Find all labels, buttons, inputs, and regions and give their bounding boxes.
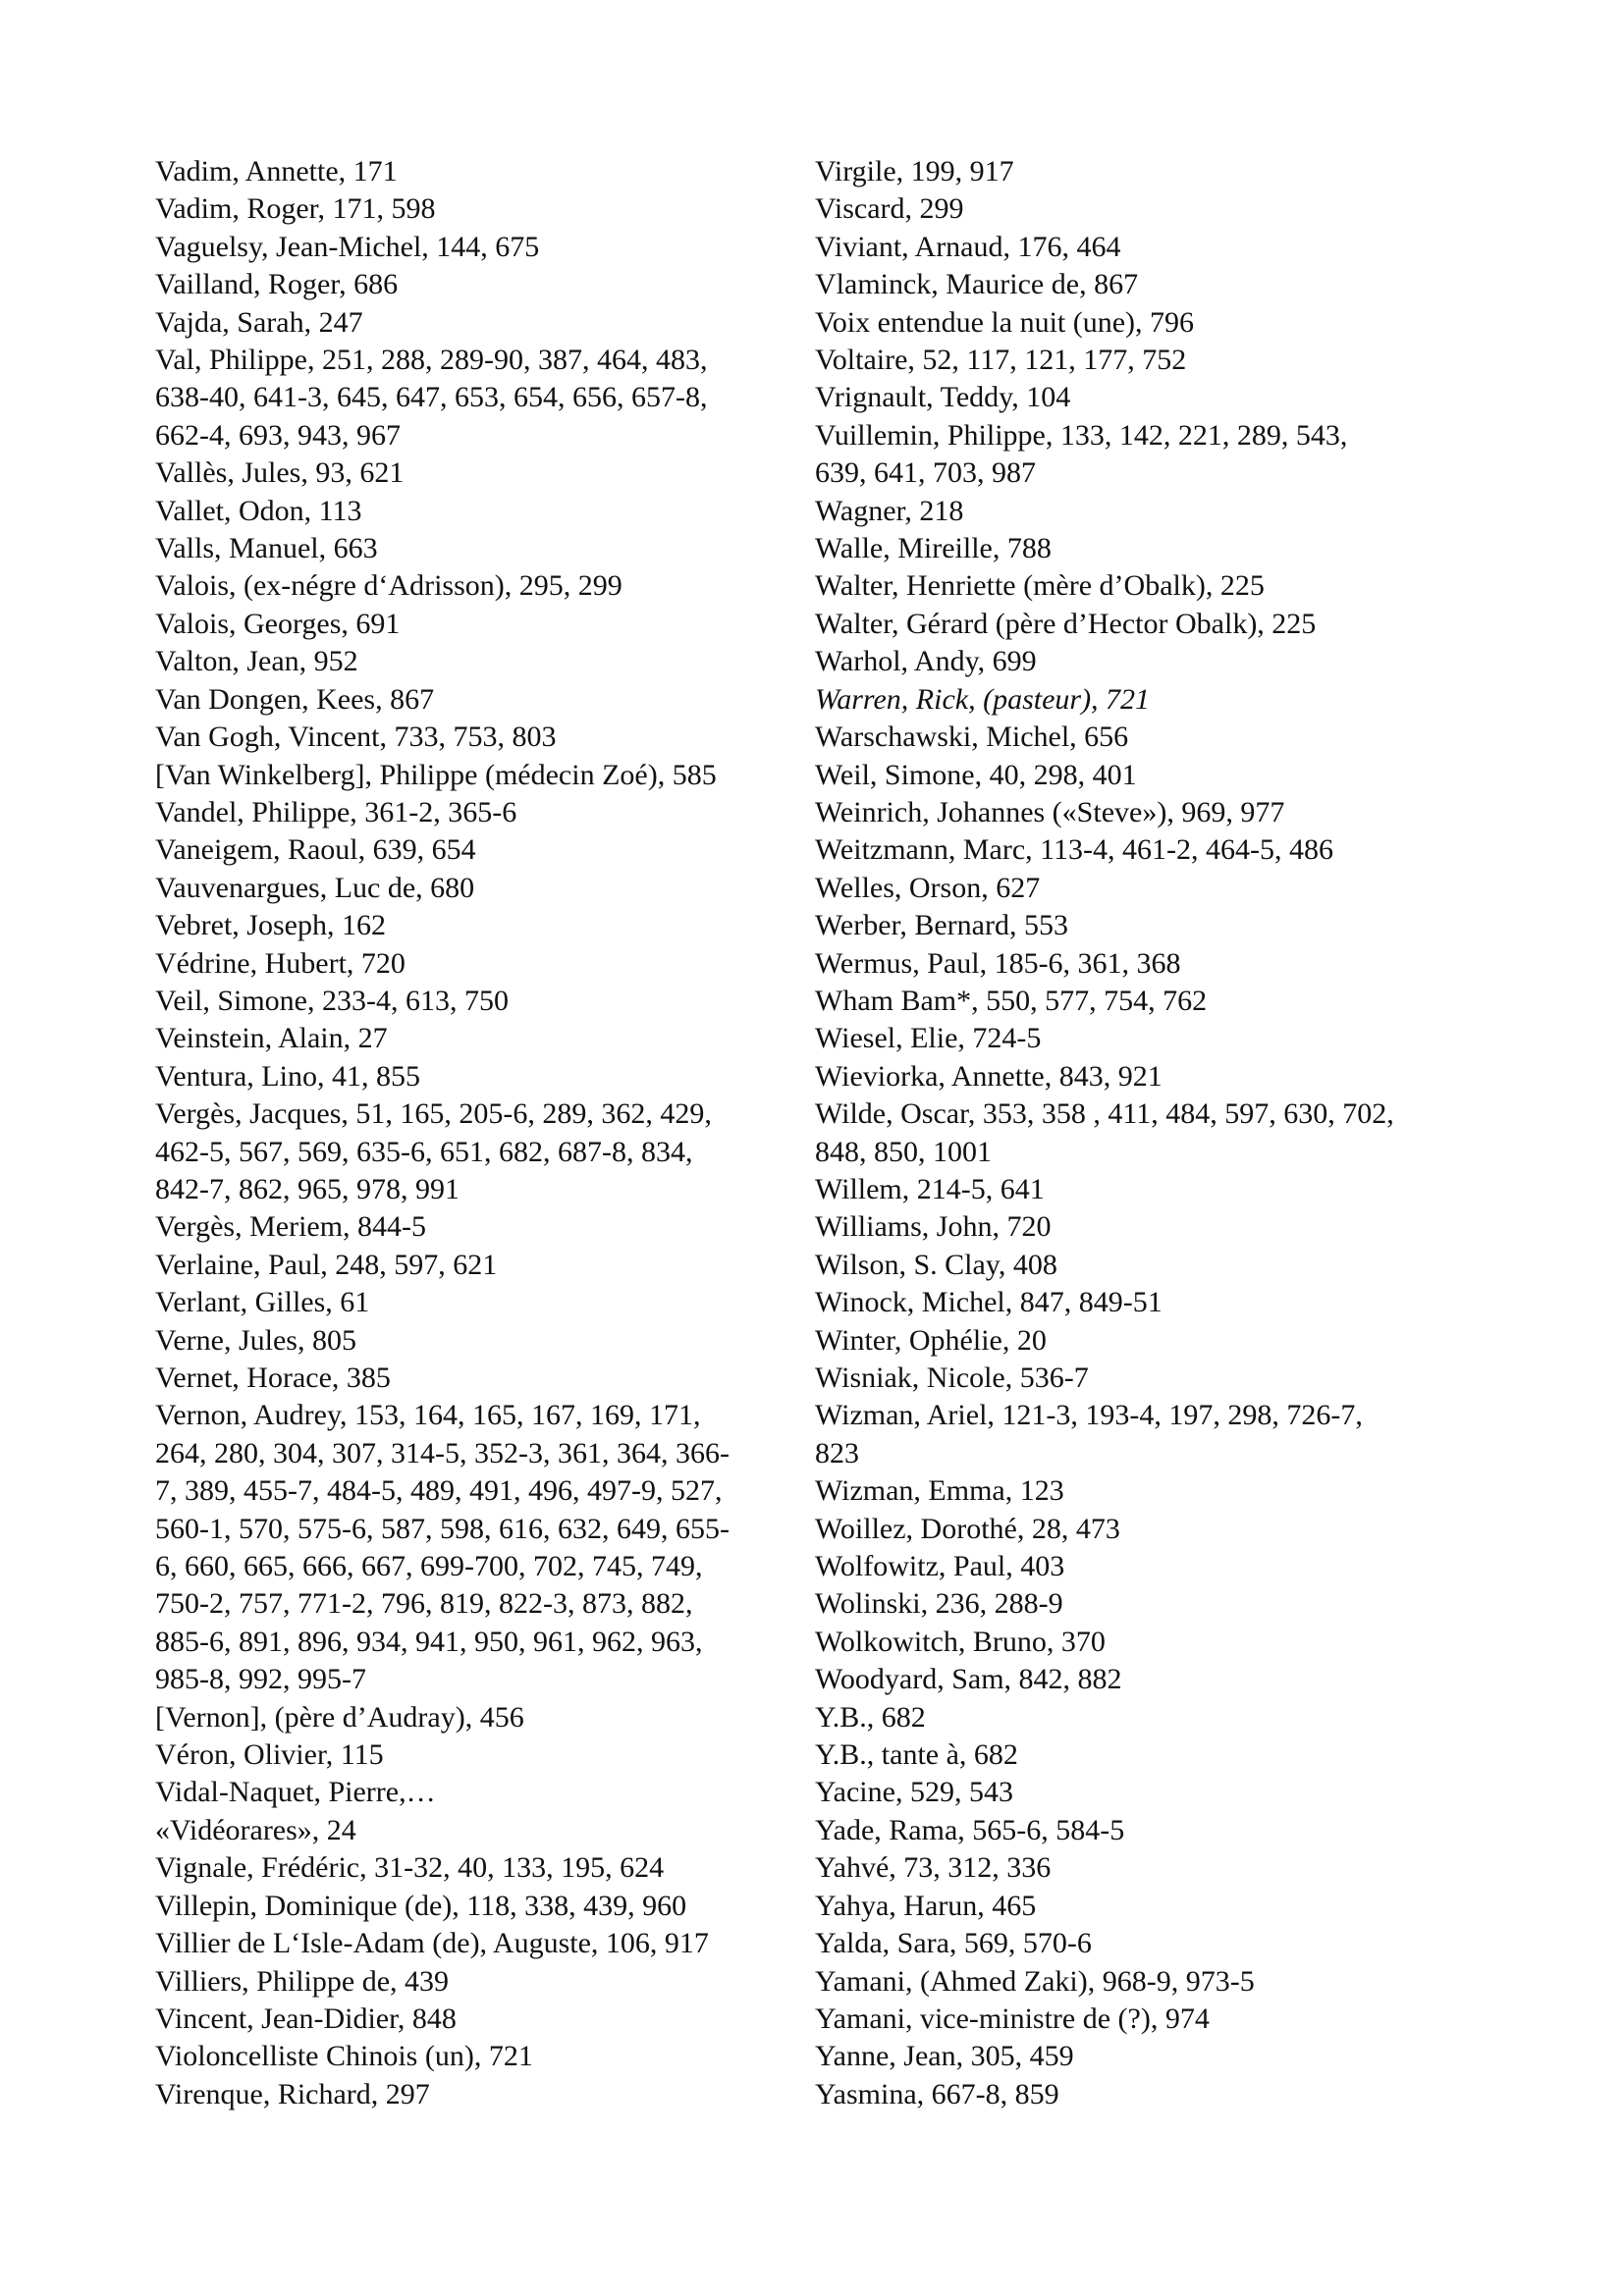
index-entry: [Vernon], (père d’Audray), 456 xyxy=(155,1700,524,1734)
index-entry: Weinrich, Johannes («Steve»), 969, 977 xyxy=(815,795,1285,828)
index-entry: Y.B., 682 xyxy=(815,1700,926,1734)
index-entry: 638-40, 641-3, 645, 647, 653, 654, 656, 657-8, xyxy=(155,381,708,414)
index-entry: Warren, Rick, (pasteur), 721 xyxy=(815,682,1151,716)
index-entry: Vauvenargues, Luc de, 680 xyxy=(155,871,475,904)
index-entry: Y.B., tante à, 682 xyxy=(815,1738,1018,1772)
index-entry: Vandel, Philippe, 361-2, 365-6 xyxy=(155,795,517,828)
index-entry: Wilde, Oscar, 353, 358 , 411, 484, 597, 630, 702, xyxy=(815,1097,1394,1131)
index-entry: Wiesel, Elie, 724-5 xyxy=(815,1022,1042,1055)
index-entry: Veinstein, Alain, 27 xyxy=(155,1022,388,1055)
index-entry: Vebret, Joseph, 162 xyxy=(155,909,386,942)
index-entry: Wolkowitch, Bruno, 370 xyxy=(815,1625,1106,1658)
index-entry: Vrignault, Teddy, 104 xyxy=(815,381,1071,414)
index-entry: Warschawski, Michel, 656 xyxy=(815,721,1129,754)
index-entry: Woillez, Dorothé, 28, 473 xyxy=(815,1512,1120,1545)
index-entry: Virenque, Richard, 297 xyxy=(155,2077,430,2110)
index-entry: Welles, Orson, 627 xyxy=(815,871,1041,904)
index-entry: Vajda, Sarah, 247 xyxy=(155,305,363,339)
index-entry: Vernet, Horace, 385 xyxy=(155,1362,391,1394)
index-entry: Vlaminck, Maurice de, 867 xyxy=(815,268,1139,301)
index-entry: Véron, Olivier, 115 xyxy=(155,1738,384,1772)
index-entry: Valton, Jean, 952 xyxy=(155,645,358,678)
index-entry: Vuillemin, Philippe, 133, 142, 221, 289, 543, xyxy=(815,418,1348,452)
index-entry: Yahya, Harun, 465 xyxy=(815,1889,1037,1922)
index-entry: Wagner, 218 xyxy=(815,494,964,527)
index-entry: Walter, Gérard (père d’Hector Obalk), 225 xyxy=(815,607,1317,640)
index-entry: Werber, Bernard, 553 xyxy=(815,909,1068,942)
index-entry: Virgile, 199, 917 xyxy=(815,155,1014,187)
index-entry: Vaneigem, Raoul, 639, 654 xyxy=(155,833,476,867)
index-entry: Verlant, Gilles, 61 xyxy=(155,1286,370,1319)
index-entry: Villier de L‘Isle-Adam (de), Auguste, 106, 917 xyxy=(155,1927,709,1960)
index-left-column xyxy=(155,153,803,2113)
index-entry: Vincent, Jean-Didier, 848 xyxy=(155,2002,457,2035)
index-entry: 264, 280, 304, 307, 314-5, 352-3, 361, 364, 366- xyxy=(155,1436,730,1469)
index-entry: Védrine, Hubert, 720 xyxy=(155,946,406,980)
index-entry: 823 xyxy=(815,1436,859,1469)
index-entry: Walle, Mireille, 788 xyxy=(815,532,1052,565)
index-entry: Vailland, Roger, 686 xyxy=(155,268,399,301)
index-entry: «Vidéorares», 24 xyxy=(155,1813,356,1846)
index-entry: Yasmina, 667-8, 859 xyxy=(815,2077,1059,2110)
index-entry: Violoncelliste Chinois (un), 721 xyxy=(155,2040,533,2073)
index-entry: 885-6, 891, 896, 934, 941, 950, 961, 962, 963, xyxy=(155,1625,703,1658)
index-entry: Valois, Georges, 691 xyxy=(155,607,401,640)
index-entry: Yamani, vice-ministre de (?), 974 xyxy=(815,2002,1210,2035)
index-entry: Winter, Ophélie, 20 xyxy=(815,1323,1047,1357)
index-entry: Vergès, Meriem, 844-5 xyxy=(155,1210,427,1244)
index-entry: Wolinski, 236, 288-9 xyxy=(815,1587,1063,1621)
index-entry: Wermus, Paul, 185-6, 361, 368 xyxy=(815,946,1181,980)
index-entry: Wham Bam*, 550, 577, 754, 762 xyxy=(815,984,1208,1017)
index-entry: Verne, Jules, 805 xyxy=(155,1323,356,1357)
index-entry: Valois, (ex-négre d‘Adrisson), 295, 299 xyxy=(155,569,622,603)
index-entry: Wisniak, Nicole, 536-7 xyxy=(815,1362,1089,1394)
index-entry: Yacine, 529, 543 xyxy=(815,1776,1013,1809)
index-entry: Wieviorka, Annette, 843, 921 xyxy=(815,1059,1163,1093)
index-entry: Vaguelsy, Jean-Michel, 144, 675 xyxy=(155,230,540,263)
index-entry: [Van Winkelberg], Philippe (médecin Zoé), 585 xyxy=(155,758,717,791)
index-entry: Val, Philippe, 251, 288, 289-90, 387, 464, 483, xyxy=(155,344,708,377)
index-entry: Valls, Manuel, 663 xyxy=(155,532,378,565)
index-entry: Wizman, Ariel, 121-3, 193-4, 197, 298, 726-7, xyxy=(815,1399,1363,1432)
index-right-column xyxy=(815,153,1483,2113)
index-entry: Veil, Simone, 233-4, 613, 750 xyxy=(155,984,509,1017)
index-entry: Vidal-Naquet, Pierre,… xyxy=(155,1776,436,1809)
index-entry: Van Dongen, Kees, 867 xyxy=(155,682,435,716)
index-entry: Weitzmann, Marc, 113-4, 461-2, 464-5, 486 xyxy=(815,833,1334,867)
index-entry: Voltaire, 52, 117, 121, 177, 752 xyxy=(815,344,1187,377)
index-entry: Wizman, Emma, 123 xyxy=(815,1474,1064,1508)
index-entry: Viscard, 299 xyxy=(815,192,964,226)
index-entry: Yamani, (Ahmed Zaki), 968-9, 973-5 xyxy=(815,1964,1255,1998)
index-entry: 662-4, 693, 943, 967 xyxy=(155,418,401,452)
index-entry: Vallet, Odon, 113 xyxy=(155,494,362,527)
index-entry: Weil, Simone, 40, 298, 401 xyxy=(815,758,1137,791)
index-entry: Vallès, Jules, 93, 621 xyxy=(155,456,405,490)
index-entry: Voix entendue la nuit (une), 796 xyxy=(815,305,1195,339)
index-entry: Willem, 214-5, 641 xyxy=(815,1172,1045,1205)
index-entry: Wilson, S. Clay, 408 xyxy=(815,1248,1057,1281)
index-entry: 639, 641, 703, 987 xyxy=(815,456,1036,490)
index-entry: 6, 660, 665, 666, 667, 699-700, 702, 745, 749, xyxy=(155,1550,703,1583)
index-entry: Vadim, Roger, 171, 598 xyxy=(155,192,436,226)
index-entry: Yade, Rama, 565-6, 584-5 xyxy=(815,1813,1125,1846)
index-entry: Vernon, Audrey, 153, 164, 165, 167, 169, 171, xyxy=(155,1399,701,1432)
index-entry: Williams, John, 720 xyxy=(815,1210,1052,1244)
index-entry: Vergès, Jacques, 51, 165, 205-6, 289, 362, 429, xyxy=(155,1097,712,1131)
index-entry: Villiers, Philippe de, 439 xyxy=(155,1964,450,1998)
index-entry: Winock, Michel, 847, 849-51 xyxy=(815,1286,1163,1319)
index-entry: Yahvé, 73, 312, 336 xyxy=(815,1851,1052,1885)
index-entry: Woodyard, Sam, 842, 882 xyxy=(815,1663,1122,1696)
index-entry: Yalda, Sara, 569, 570-6 xyxy=(815,1927,1092,1960)
index-entry: 560-1, 570, 575-6, 587, 598, 616, 632, 649, 655- xyxy=(155,1512,730,1545)
index-entry: Villepin, Dominique (de), 118, 338, 439, 960 xyxy=(155,1889,687,1922)
index-entry: 7, 389, 455-7, 484-5, 489, 491, 496, 497-9, 527, xyxy=(155,1474,723,1508)
index-entry: Warhol, Andy, 699 xyxy=(815,645,1037,678)
index-entry: Vignale, Frédéric, 31-32, 40, 133, 195, 624 xyxy=(155,1851,665,1885)
index-entry: 842-7, 862, 965, 978, 991 xyxy=(155,1172,460,1205)
index-entry: Verlaine, Paul, 248, 597, 621 xyxy=(155,1248,498,1281)
index-entry: 985-8, 992, 995-7 xyxy=(155,1663,366,1696)
index-entry: Wolfowitz, Paul, 403 xyxy=(815,1550,1065,1583)
index-entry: 848, 850, 1001 xyxy=(815,1135,992,1168)
index-entry: 750-2, 757, 771-2, 796, 819, 822-3, 873, 882, xyxy=(155,1587,693,1621)
index-entry: 462-5, 567, 569, 635-6, 651, 682, 687-8, 834, xyxy=(155,1135,693,1168)
index-entry: Walter, Henriette (mère d’Obalk), 225 xyxy=(815,569,1265,603)
index-entry: Yanne, Jean, 305, 459 xyxy=(815,2040,1074,2073)
index-entry: Van Gogh, Vincent, 733, 753, 803 xyxy=(155,721,557,754)
index-entry: Viviant, Arnaud, 176, 464 xyxy=(815,230,1121,263)
index-entry: Ventura, Lino, 41, 855 xyxy=(155,1059,420,1093)
index-entry: Vadim, Annette, 171 xyxy=(155,155,398,187)
